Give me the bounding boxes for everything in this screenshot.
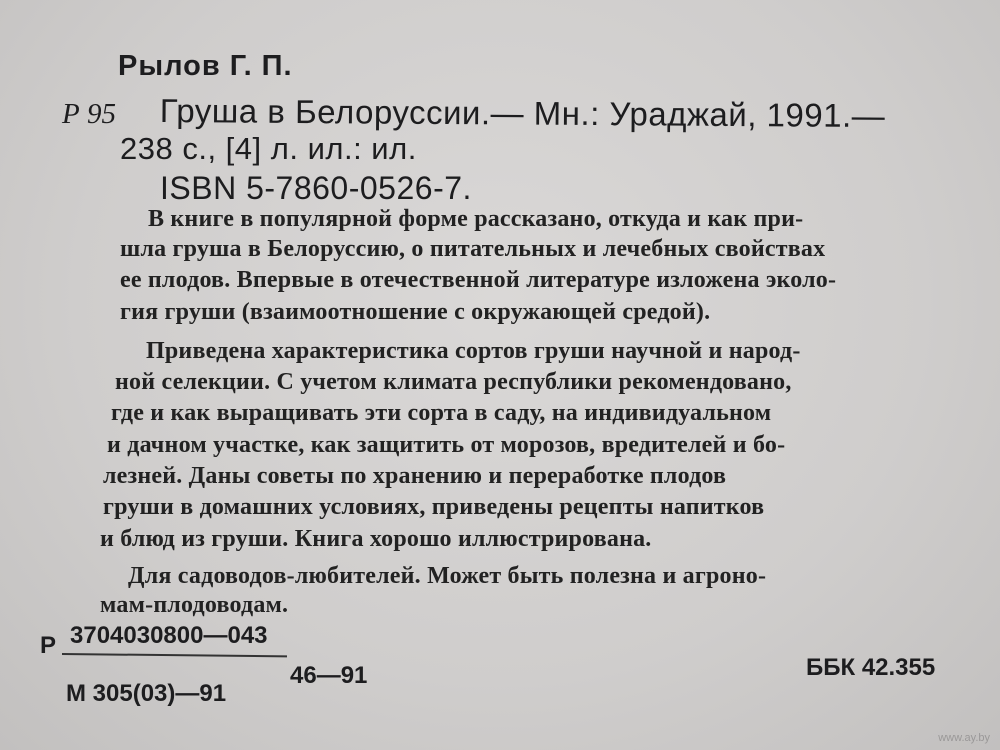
author-name: Рылов Г. П. (118, 50, 293, 82)
annotation-line: груши в домашних условиях, приведены рецепты напитков (103, 494, 765, 520)
fraction-rule (62, 653, 287, 657)
fraction-letter: Р (40, 632, 57, 659)
annotation-line: гия груши (взаимоотношение с окружающей средой). (120, 299, 711, 325)
annotation-line: ее плодов. Впервые в отечественной литературе изложена эколо- (120, 267, 837, 293)
fraction-denominator: М 305(03)—91 (66, 680, 227, 707)
annotation-line: Для садоводов-любителей. Может быть полезна и агроно- (128, 563, 767, 589)
fraction-numerator: 3704030800—043 (70, 622, 268, 649)
bibliographic-extent-line: 238 с., [4] л. ил.: ил. (120, 131, 417, 166)
annotation-line: лезней. Даны советы по хранению и переработке плодов (103, 463, 727, 489)
annotation-line: где и как выращивать эти сорта в саду, на индивидуальном (111, 400, 772, 426)
annotation-line: ной селекции. С учетом климата республики рекомендовано, (115, 369, 792, 395)
catalog-index: Р 95 (62, 98, 116, 130)
annotation-line: и дачном участке, как защитить от морозов, вредителей и бо- (107, 432, 786, 458)
bibliographic-title-line: Груша в Белоруссии.— Мн.: Ураджай, 1991.— (159, 92, 886, 135)
annotation-line: В книге в популярной форме рассказано, откуда и как при- (148, 206, 804, 232)
annotation-line: и блюд из груши. Книга хорошо иллюстрирована. (100, 526, 652, 552)
isbn-line: ISBN 5-7860-0526-7. (160, 170, 472, 206)
annotation-line: мам-плодоводам. (100, 592, 289, 618)
annotation-line: Приведена характеристика сортов груши научной и народ- (146, 338, 801, 364)
watermark: www.ay.by (938, 732, 990, 744)
bbk-classification: ББК 42.355 (806, 654, 936, 681)
order-code: 46—91 (290, 662, 368, 689)
annotation-line: шла груша в Белоруссию, о питательных и лечебных свойствах (120, 236, 826, 262)
